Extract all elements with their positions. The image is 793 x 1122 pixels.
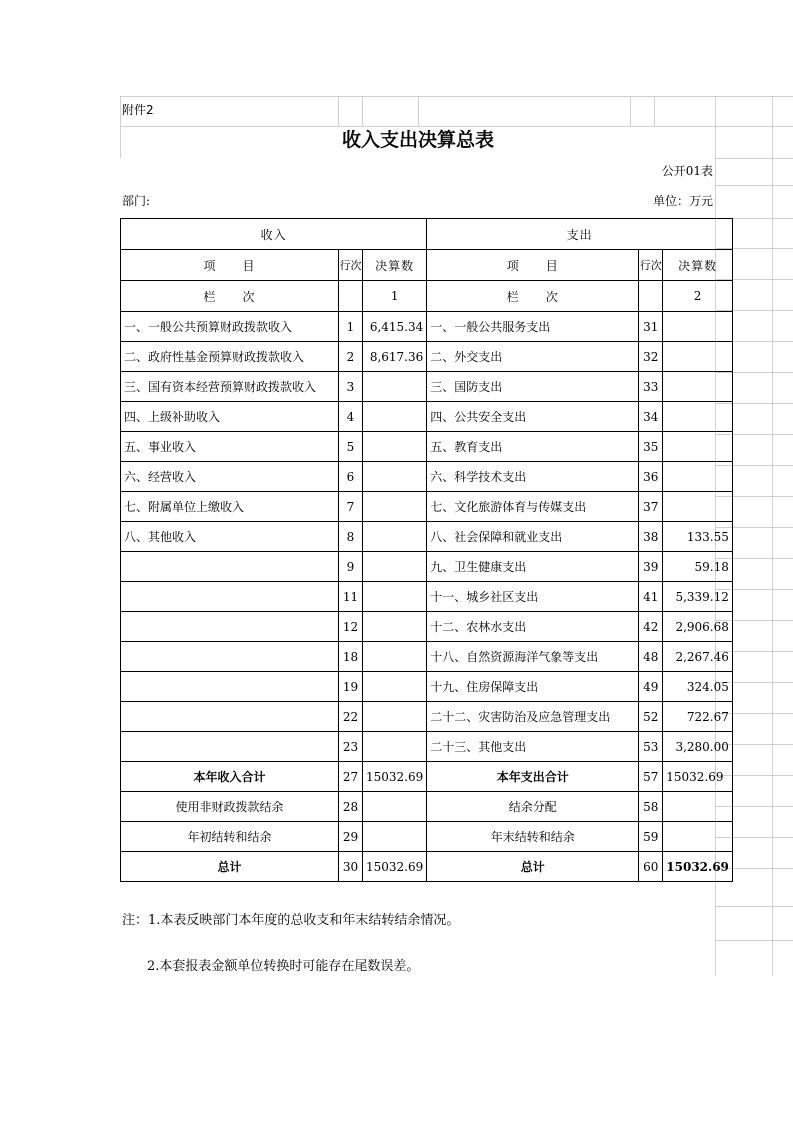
- income-summary-amount: 15032.69: [363, 852, 427, 882]
- gridline: [715, 185, 793, 186]
- income-item: [121, 582, 339, 612]
- income-amount: [363, 522, 427, 552]
- expense-summary-row-no: 58: [639, 792, 663, 822]
- note-2: 2.本套报表金额单位转换时可能存在尾数误差。: [147, 959, 420, 974]
- income-row-no: 22: [339, 702, 363, 732]
- table-row: [121, 312, 733, 342]
- expense-item: 二十三、其他支出: [427, 732, 639, 762]
- income-summary-amount: 15032.69: [363, 762, 427, 792]
- expense-amount: 2,267.46: [663, 642, 733, 672]
- expense-row-no: 39: [639, 552, 663, 582]
- expense-row-no: 35: [639, 432, 663, 462]
- expense-summary-amount: 15032.69: [663, 852, 733, 882]
- income-amount: [363, 642, 427, 672]
- expense-amount: 59.18: [663, 552, 733, 582]
- expense-item: 九、卫生健康支出: [427, 552, 639, 582]
- income-summary-row-no: 28: [339, 792, 363, 822]
- department-label: 部门:: [122, 194, 151, 208]
- income-row-no: 11: [339, 582, 363, 612]
- income-amount: [363, 462, 427, 492]
- expense-row-no: 34: [639, 402, 663, 432]
- expense-row-no: 38: [639, 522, 663, 552]
- expense-row-no: 48: [639, 642, 663, 672]
- income-header: 收入: [121, 219, 427, 250]
- expense-amount: 722.67: [663, 702, 733, 732]
- empty-cell: [339, 281, 363, 312]
- gridline: [654, 96, 655, 126]
- expense-item: 二十二、灾害防治及应急管理支出: [427, 702, 639, 732]
- income-item: [121, 552, 339, 582]
- expense-row-no: 32: [639, 342, 663, 372]
- income-item: [121, 732, 339, 762]
- table-row: [121, 462, 733, 492]
- gridline: [715, 940, 793, 941]
- income-summary-item: 本年收入合计: [121, 762, 339, 792]
- gridline: [120, 96, 793, 97]
- expense-summary-amount: [663, 822, 733, 852]
- expense-summary-row-no: 60: [639, 852, 663, 882]
- summary-row: [121, 762, 733, 792]
- gridline: [630, 96, 631, 126]
- expense-item: 三、国防支出: [427, 372, 639, 402]
- expense-summary-item: 结余分配: [427, 792, 639, 822]
- income-row-no: 9: [339, 552, 363, 582]
- gridline: [715, 158, 793, 159]
- income-amount: [363, 552, 427, 582]
- income-item-header: 项 目: [121, 250, 339, 281]
- expense-row-no: 33: [639, 372, 663, 402]
- income-item: 一、一般公共预算财政拨款收入: [121, 312, 339, 342]
- empty-cell: [639, 281, 663, 312]
- expense-column-label: 栏 次: [427, 281, 639, 312]
- expense-item: 十九、住房保障支出: [427, 672, 639, 702]
- expense-row-no: 52: [639, 702, 663, 732]
- expense-item: 十二、农林水支出: [427, 612, 639, 642]
- income-row-no: 7: [339, 492, 363, 522]
- unit-label: 单位：万元: [652, 194, 713, 208]
- expense-amount: 3,280.00: [663, 732, 733, 762]
- expense-item: 四、公共安全支出: [427, 402, 639, 432]
- income-item: [121, 612, 339, 642]
- expense-amount: [663, 312, 733, 342]
- table-row: [121, 372, 733, 402]
- income-column-label: 栏 次: [121, 281, 339, 312]
- expense-summary-amount: [663, 792, 733, 822]
- income-amount: [363, 432, 427, 462]
- expense-rowno-header: 行次: [639, 250, 663, 281]
- gridline: [715, 906, 793, 907]
- income-row-no: 19: [339, 672, 363, 702]
- table-row: [121, 612, 733, 642]
- expense-amount-header: 决算数: [663, 250, 733, 281]
- expense-item: 一、一般公共服务支出: [427, 312, 639, 342]
- table-row: [121, 492, 733, 522]
- income-item: 四、上级补助收入: [121, 402, 339, 432]
- income-summary-row-no: 27: [339, 762, 363, 792]
- income-item: 七、附属单位上缴收入: [121, 492, 339, 522]
- page-title: 收入支出决算总表: [341, 129, 494, 151]
- summary-row: [121, 792, 733, 822]
- income-item: [121, 702, 339, 732]
- expense-header: 支出: [427, 219, 733, 250]
- income-summary-row-no: 30: [339, 852, 363, 882]
- expense-row-no: 42: [639, 612, 663, 642]
- expense-item: 七、文化旅游体育与传媒支出: [427, 492, 639, 522]
- income-item: [121, 672, 339, 702]
- expense-row-no: 37: [639, 492, 663, 522]
- income-amount: 8,617.36: [363, 342, 427, 372]
- income-summary-item: 使用非财政拨款结余: [121, 792, 339, 822]
- expense-summary-row-no: 57: [639, 762, 663, 792]
- form-number: 公开01表: [661, 164, 713, 178]
- gridline: [418, 96, 419, 126]
- expense-item: 十一、城乡社区支出: [427, 582, 639, 612]
- expense-item: 五、教育支出: [427, 432, 639, 462]
- expense-summary-item: 年末结转和结余: [427, 822, 639, 852]
- table-row: [121, 642, 733, 672]
- table-row: [121, 342, 733, 372]
- income-amount: [363, 612, 427, 642]
- table-row: [121, 402, 733, 432]
- income-summary-item: 年初结转和结余: [121, 822, 339, 852]
- income-summary-item: 总计: [121, 852, 339, 882]
- income-row-no: 12: [339, 612, 363, 642]
- summary-row: [121, 822, 733, 852]
- expense-row-no: 41: [639, 582, 663, 612]
- expense-amount: 2,906.68: [663, 612, 733, 642]
- attachment-label: 附件2: [122, 103, 154, 117]
- table-row: [121, 522, 733, 552]
- income-summary-row-no: 29: [339, 822, 363, 852]
- table-row: [121, 582, 733, 612]
- column-index-row: [121, 281, 733, 312]
- gridline: [772, 96, 773, 976]
- expense-row-no: 31: [639, 312, 663, 342]
- income-row-no: 5: [339, 432, 363, 462]
- income-item: 八、其他收入: [121, 522, 339, 552]
- income-amount: [363, 372, 427, 402]
- table-row: [121, 732, 733, 762]
- expense-item: 十八、自然资源海洋气象等支出: [427, 642, 639, 672]
- income-amount: [363, 702, 427, 732]
- gridline: [362, 96, 363, 126]
- expense-summary-amount: 15032.69: [663, 762, 733, 792]
- income-column-number: 1: [363, 281, 427, 312]
- gridline: [338, 96, 339, 126]
- income-item: [121, 642, 339, 672]
- budget-table: [120, 218, 733, 882]
- expense-amount: [663, 492, 733, 522]
- income-row-no: 3: [339, 372, 363, 402]
- expense-amount: 5,339.12: [663, 582, 733, 612]
- income-amount: [363, 492, 427, 522]
- expense-summary-item: 本年支出合计: [427, 762, 639, 792]
- income-row-no: 18: [339, 642, 363, 672]
- income-item: 六、经营收入: [121, 462, 339, 492]
- expense-item: 八、社会保障和就业支出: [427, 522, 639, 552]
- income-amount: [363, 402, 427, 432]
- table-row: [121, 702, 733, 732]
- expense-summary-item: 总计: [427, 852, 639, 882]
- income-summary-amount: [363, 822, 427, 852]
- income-row-no: 6: [339, 462, 363, 492]
- expense-amount: [663, 372, 733, 402]
- table-row: [121, 672, 733, 702]
- gridline: [120, 126, 793, 127]
- section-header-row: [121, 219, 733, 250]
- income-row-no: 23: [339, 732, 363, 762]
- expense-amount: [663, 342, 733, 372]
- expense-amount: [663, 462, 733, 492]
- income-amount: [363, 582, 427, 612]
- income-row-no: 4: [339, 402, 363, 432]
- income-amount: 6,415.34: [363, 312, 427, 342]
- expense-row-no: 36: [639, 462, 663, 492]
- expense-column-number: 2: [663, 281, 733, 312]
- note-1: 注：1.本表反映部门本年度的总收支和年末结转结余情况。: [122, 913, 460, 928]
- income-row-no: 2: [339, 342, 363, 372]
- expense-item: 二、外交支出: [427, 342, 639, 372]
- income-item: 三、国有资本经营预算财政拨款收入: [121, 372, 339, 402]
- income-amount-header: 决算数: [363, 250, 427, 281]
- income-amount: [363, 672, 427, 702]
- expense-summary-row-no: 59: [639, 822, 663, 852]
- expense-amount: [663, 402, 733, 432]
- expense-item: 六、科学技术支出: [427, 462, 639, 492]
- expense-item-header: 项 目: [427, 250, 639, 281]
- income-amount: [363, 732, 427, 762]
- column-header-row: [121, 250, 733, 281]
- income-rowno-header: 行次: [339, 250, 363, 281]
- expense-amount: 324.05: [663, 672, 733, 702]
- income-row-no: 8: [339, 522, 363, 552]
- income-summary-amount: [363, 792, 427, 822]
- table-row: [121, 552, 733, 582]
- expense-row-no: 49: [639, 672, 663, 702]
- income-row-no: 1: [339, 312, 363, 342]
- income-item: 五、事业收入: [121, 432, 339, 462]
- expense-amount: 133.55: [663, 522, 733, 552]
- expense-amount: [663, 432, 733, 462]
- income-item: 二、政府性基金预算财政拨款收入: [121, 342, 339, 372]
- table-row: [121, 432, 733, 462]
- summary-row: [121, 852, 733, 882]
- expense-row-no: 53: [639, 732, 663, 762]
